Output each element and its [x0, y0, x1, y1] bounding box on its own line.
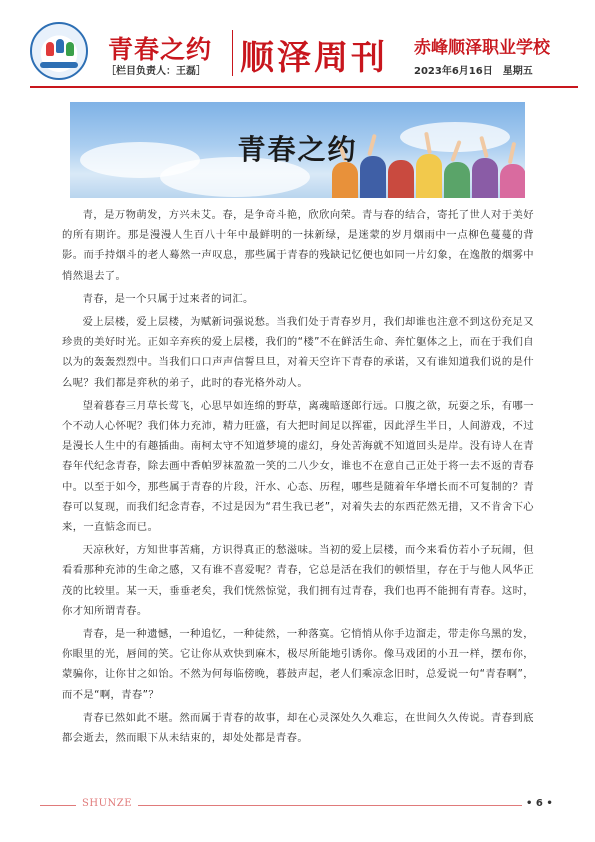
header-divider — [232, 30, 233, 76]
logo-figure-red — [46, 42, 54, 56]
footer-brand: SHUNZE — [76, 798, 138, 809]
page-header — [0, 0, 595, 100]
logo-figure-green — [66, 42, 74, 56]
article-paragraph: 青，是万物萌发，方兴未艾。春，是争奇斗艳，欣欣向荣。青与春的结合，寄托了世人对于美好的所有期许。那是漫漫人生百八十年中最鲜明的一抹新绿，是迷蒙的岁月烟雨中一点柳色蔓蔓的背影。而手持烟斗的老人蓦然一声叹息，那些属于青春的残缺记忆便也如同一片幻象，在逸散的烟雾中悄然退去了。 — [62, 209, 534, 282]
column-editor: ［栏目负责人：王磊］ — [106, 66, 206, 77]
banner-person — [500, 164, 525, 198]
banner-image — [70, 102, 525, 198]
header-rule — [30, 86, 578, 88]
page-number: • 6 • — [522, 798, 557, 809]
article-paragraph: 青春，是一种遗憾，一种追忆，一种徒然，一种落寞。它悄悄从你手边溜走，带走你乌黑的发，你眼里的光，唇间的笑。它让你从欢快到麻木，极尽所能地引诱你。像马戏团的小丑一样，摆布你，蒙骗你，让你甘之如饴。不然为何每临傍晚，暮鼓声起，老人们乘凉念旧时，总爱说一句“青春啊”，而不是“啊，青春”？ — [62, 628, 534, 701]
article-paragraph: 青春，是一个只属于过来者的词汇。 — [82, 292, 254, 305]
article-paragraph: 爱上层楼，爱上层楼，为赋新词强说愁。当我们处于青春岁月，我们却谁也注意不到这份充足又珍贵的美好时光。正如辛弃疾的爱上层楼，我们的“楼”不在鲜活生命、奔忙躯体之上，而在于我们自以为的轰轰烈烈中。当我们口口声声信誓旦旦，对着天空许下青春的承诺，又有谁知道我们说的是什么呢？我们都是弈秋的弟子，此时的春光格外动人。 — [62, 316, 534, 389]
article-paragraph: 青春已然如此不堪。然而属于青春的故事，却在心灵深处久久难忘，在世间久久传说。青春到底都会逝去，然而眼下从未结束的，却处处都是青春。 — [62, 711, 534, 745]
article-paragraph: 望着暮春三月草长莺飞，心思早如连绵的野草，离魂暗逐郎行远。口腹之欲，玩耍之乐，有哪一个不动人心怀呢？我们体力充沛，精力旺盛，有大把时间足以挥霍，因此浮生半日，人间游戏，不过是漫长人生中的有趣插曲。南柯太守不知道梦境的虚幻，身处苦海就不知道回头是岸。没有诗人在青春年代纪念青春，除去画中香帕罗袜盈盈一笑的二八少女，谁也不在意自己正处于将一去不返的青春中。以至于如今，那些属于青春的片段，汗水、心态、历程，哪些是随着年华增长而不可复制的？青春可以复现，而我们纪念青春，不过是因为“君生我已老”，对着失去的东西茫然无措，又不肯舍下心来，一直惦念而已。 — [62, 399, 534, 534]
issue-date: 2023年6月16日 星期五 — [414, 66, 533, 77]
logo-figure-blue — [56, 39, 64, 53]
school-logo-icon — [30, 22, 88, 80]
masthead-title: 顺泽周刊 — [240, 38, 388, 78]
article-paragraph: 天凉秋好，方知世事苦痛，方识得真正的愁滋味。当初的爱上层楼，而今来看仿若小子玩闹，但看看那种充沛的生命之感，又有谁不喜爱呢？青春，它总是活在我们的顿悟里，存在于与他人风华正茂的比较里。某一天，垂垂老矣，我们恍然惊觉，我们拥有过青春，我们也再不能拥有青春。这时，你才知所谓青春。 — [62, 544, 534, 617]
column-title: 青春之约 — [108, 35, 213, 64]
logo-band — [40, 62, 78, 68]
banner-title: 青春之约 — [237, 133, 358, 166]
school-name: 赤峰顺泽职业学校 — [414, 38, 550, 58]
article-body — [62, 205, 534, 751]
